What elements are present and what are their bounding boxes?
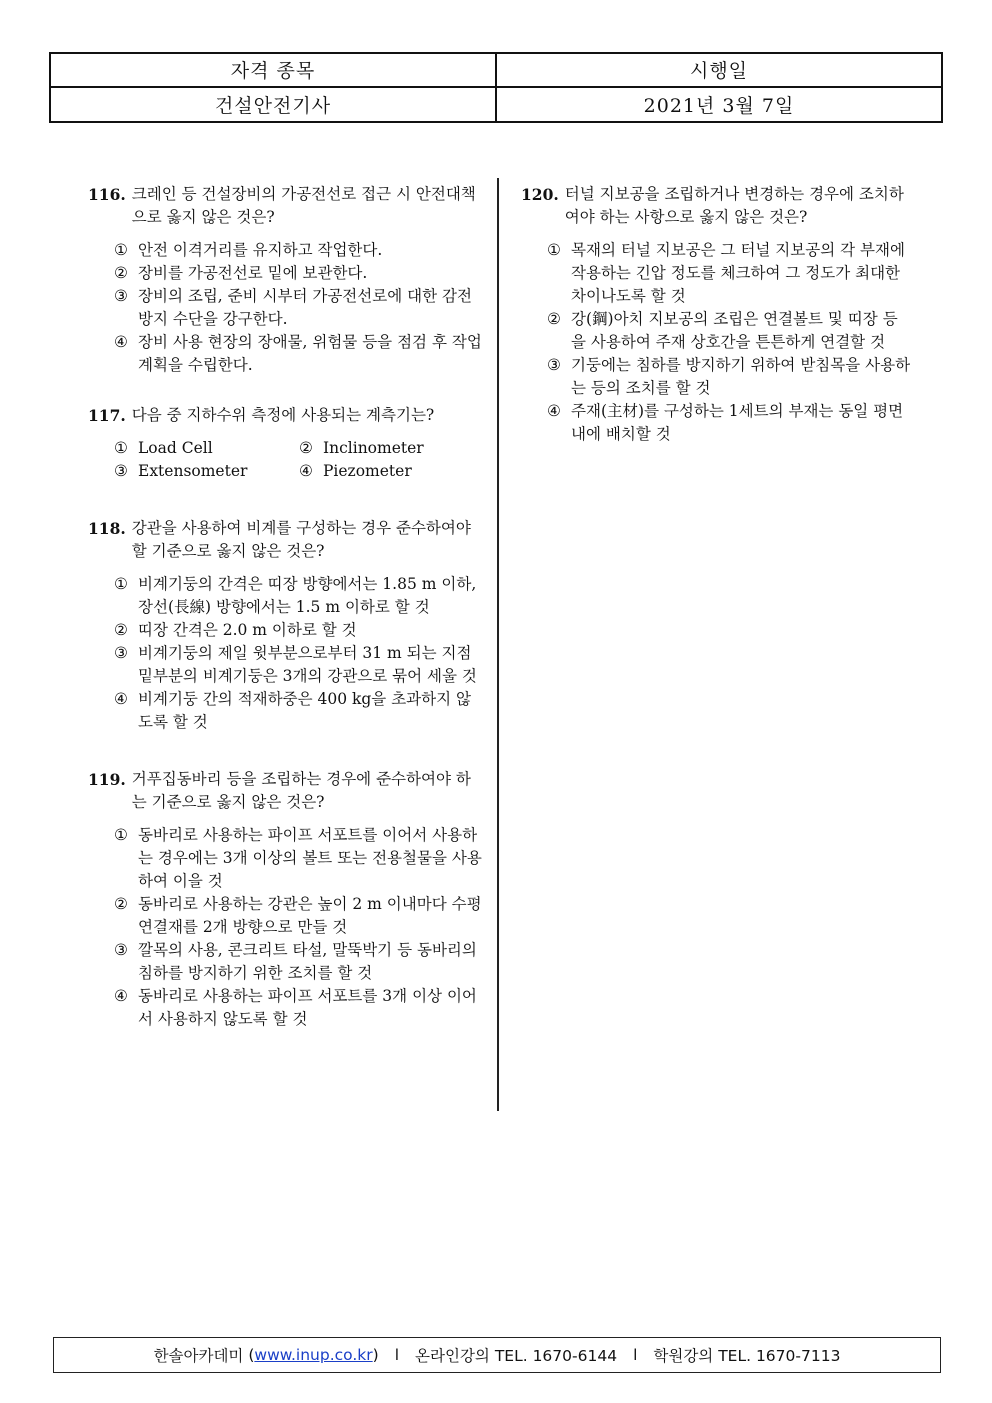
option-text: 기둥에는 침하를 방지하기 위하여 받침목을 사용하는 등의 조치를 할 것 bbox=[571, 356, 911, 397]
option bbox=[114, 939, 483, 985]
option-text: 장비를 가공전선로 밑에 보관한다. bbox=[138, 264, 368, 282]
question-number: 119. bbox=[88, 770, 126, 789]
question-number: 118. bbox=[88, 519, 126, 538]
option bbox=[114, 985, 483, 1031]
option-text: 안전 이격거리를 유지하고 작업한다. bbox=[138, 241, 383, 259]
option bbox=[547, 308, 911, 354]
question-text: 터널 지보공을 조립하거나 변경하는 경우에 조치하여야 하는 사항으로 옳지 않은 것은? bbox=[564, 185, 904, 226]
left-column bbox=[88, 183, 483, 1031]
option bbox=[299, 460, 483, 483]
option-mark: ④ bbox=[114, 333, 128, 351]
question-text: 거푸집동바리 등을 조립하는 경우에 준수하여야 하는 기준으로 옳지 않은 것은? bbox=[131, 770, 471, 811]
footer-bar bbox=[53, 1337, 941, 1373]
option bbox=[114, 688, 483, 734]
option-text: 장비의 조립, 준비 시부터 가공전선로에 대한 감전 방지 수단을 강구한다. bbox=[138, 287, 472, 328]
exam-header-table bbox=[49, 52, 943, 123]
option-text: 동바리로 사용하는 파이프 서포트를 3개 이상 이어서 사용하지 않도록 할 것 bbox=[138, 987, 477, 1028]
question-120 bbox=[521, 183, 911, 446]
option-text: Load Cell bbox=[138, 439, 213, 457]
option-mark: ③ bbox=[114, 644, 128, 662]
question-text: 강관을 사용하여 비계를 구성하는 경우 준수하여야 할 기준으로 옳지 않은 것은? bbox=[131, 519, 471, 560]
option-mark: ② bbox=[114, 621, 128, 639]
option-mark: ③ bbox=[114, 941, 128, 959]
option bbox=[114, 285, 483, 331]
question-text: 다음 중 지하수위 측정에 사용되는 계측기는? bbox=[131, 406, 435, 424]
footer-separator: l bbox=[633, 1346, 638, 1364]
option-text: 비계기둥 간의 적재하중은 400 kg을 초과하지 않도록 할 것 bbox=[138, 690, 472, 731]
option-mark: ① bbox=[114, 241, 128, 259]
header-subject-value: 건설안전기사 bbox=[51, 88, 497, 122]
column-divider bbox=[497, 178, 499, 1111]
option-mark: ④ bbox=[547, 402, 561, 420]
header-label-date: 시행일 bbox=[497, 54, 941, 88]
right-column bbox=[521, 183, 911, 446]
footer-offline-tel: 학원강의 TEL. 1670-7113 bbox=[653, 1347, 841, 1365]
option bbox=[299, 437, 483, 460]
question-116 bbox=[88, 183, 483, 377]
option-mark: ④ bbox=[114, 690, 128, 708]
option-text: 띠장 간격은 2.0 m 이하로 할 것 bbox=[138, 621, 357, 639]
question-119 bbox=[88, 768, 483, 1031]
option-mark: ② bbox=[299, 439, 313, 457]
option-text: Extensometer bbox=[138, 462, 248, 480]
footer-url-link[interactable]: www.inup.co.kr bbox=[254, 1346, 373, 1364]
option-text: 깔목의 사용, 콘크리트 타설, 말뚝박기 등 동바리의 침하를 방지하기 위한 조치를 할 것 bbox=[138, 941, 477, 982]
footer-online-tel: 온라인강의 TEL. 1670-6144 bbox=[415, 1347, 618, 1365]
option-mark: ④ bbox=[114, 987, 128, 1005]
option-mark: ① bbox=[114, 575, 128, 593]
option-mark: ① bbox=[547, 241, 561, 259]
option bbox=[547, 400, 911, 446]
option-text: Inclinometer bbox=[323, 439, 424, 457]
option-mark: ③ bbox=[114, 462, 128, 480]
footer-url-paren-close: ) bbox=[372, 1346, 379, 1364]
option bbox=[114, 619, 483, 642]
option-mark: ② bbox=[114, 895, 128, 913]
option bbox=[114, 642, 483, 688]
question-text: 크레인 등 건설장비의 가공전선로 접근 시 안전대책으로 옳지 않은 것은? bbox=[131, 185, 476, 226]
option bbox=[114, 437, 299, 460]
option bbox=[114, 239, 483, 262]
option-text: 장비 사용 현장의 장애물, 위험물 등을 점검 후 작업계획을 수립한다. bbox=[138, 333, 482, 374]
question-number: 120. bbox=[521, 185, 559, 204]
footer-separator: l bbox=[394, 1346, 400, 1364]
option-mark: ① bbox=[114, 826, 128, 844]
option-text: 주재(主材)를 구성하는 1세트의 부재는 동일 평면 내에 배치할 것 bbox=[571, 402, 904, 443]
option bbox=[114, 893, 483, 939]
option bbox=[547, 239, 911, 308]
option bbox=[114, 573, 483, 619]
question-number: 116. bbox=[88, 185, 126, 204]
option-text: 비계기둥의 간격은 띠장 방향에서는 1.85 m 이하, 장선(長線) 방향에서는 1.5 m 이하로 할 것 bbox=[138, 575, 477, 616]
option bbox=[114, 824, 483, 893]
option-text: 동바리로 사용하는 파이프 서포트를 이어서 사용하는 경우에는 3개 이상의 볼트 또는 전용철물을 사용하여 이을 것 bbox=[138, 826, 482, 890]
option-mark: ③ bbox=[114, 287, 128, 305]
question-117 bbox=[88, 404, 483, 483]
option bbox=[114, 331, 483, 377]
option bbox=[547, 354, 911, 400]
option-text: 비계기둥의 제일 윗부분으로부터 31 m 되는 지점 밑부분의 비계기둥은 3개의 강관으로 묶어 세울 것 bbox=[138, 644, 477, 685]
header-label-subject: 자격 종목 bbox=[51, 54, 497, 88]
option-mark: ④ bbox=[299, 462, 313, 480]
option-mark: ③ bbox=[547, 356, 561, 374]
option-mark: ① bbox=[114, 439, 128, 457]
option-text: Piezometer bbox=[323, 462, 412, 480]
footer-academy: 한솔아카데미 bbox=[153, 1347, 244, 1365]
option-mark: ② bbox=[114, 264, 128, 282]
footer-url-paren-open: ( bbox=[243, 1346, 255, 1364]
option-text: 목재의 터널 지보공은 그 터널 지보공의 각 부재에 작용하는 긴압 정도를 체크하여 그 정도가 최대한 차이나도록 할 것 bbox=[571, 241, 905, 305]
option-mark: ② bbox=[547, 310, 561, 328]
option-text: 동바리로 사용하는 강관은 높이 2 m 이내마다 수평연결재를 2개 방향으로 만들 것 bbox=[138, 895, 482, 936]
header-date-value: 2021년 3월 7일 bbox=[643, 94, 795, 117]
option bbox=[114, 460, 299, 483]
option-text: 강(鋼)아치 지보공의 조립은 연결볼트 및 띠장 등을 사용하여 주재 상호간을 튼튼하게 연결할 것 bbox=[571, 310, 898, 351]
question-118 bbox=[88, 517, 483, 734]
question-number: 117. bbox=[88, 406, 126, 425]
option bbox=[114, 262, 483, 285]
